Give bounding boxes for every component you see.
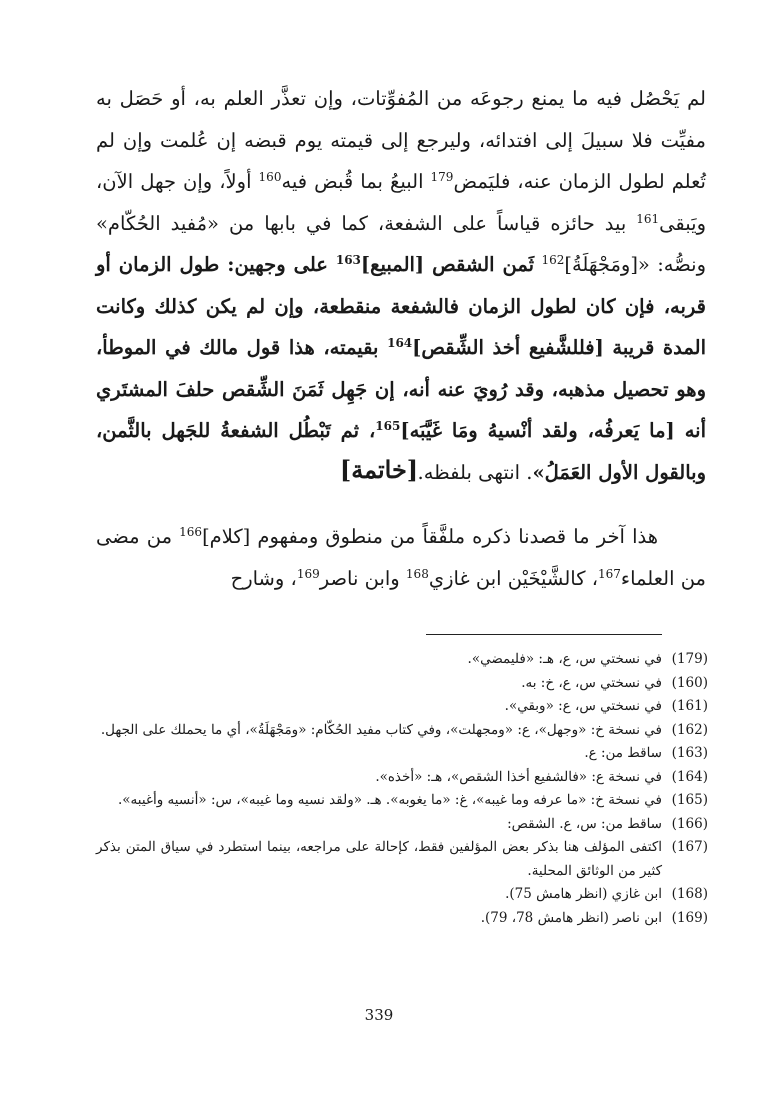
footnote-ref[interactable]: 169	[296, 567, 320, 581]
footnote-ref[interactable]: 179	[430, 170, 454, 184]
footnote	[96, 766, 708, 790]
text-run: البيعُ بما قُبض فيه	[281, 170, 431, 193]
text-run: لم يَحْصُل فيه ما يمنع رجوعَه من المُفوِّتات، وإن تعذَّر العلم به، أو حَصَل به مفيِّت فلا سبيلَ إلى افتدائه، وليرجع إلى قيمته يوم قبضه إن عُلمت وإن لم تُعلم لطول الزمان عنه، فليَمض	[96, 87, 706, 193]
footnote-divider	[426, 634, 662, 635]
footnote	[96, 836, 708, 883]
bold-quote	[96, 253, 706, 484]
text-run: بيد حائزه قياساً على الشفعة، كما في بابها من «مُفيد الحُكّام» ونصُّه: «[ومَجْهَلَةُ]	[96, 211, 706, 276]
footnote-text: في نسخة ع: «فالشفيع أخذا الشقص»، هـ: «أخذه».	[375, 768, 662, 785]
text-run: هذا آخر ما قصدنا ذكره ملفَّقاً من منطوق ومفهوم [كلام]	[202, 525, 658, 548]
section-heading: [خاتمة]	[339, 455, 419, 484]
footnote	[96, 719, 708, 743]
footnote-ref[interactable]: 166	[179, 525, 203, 539]
text-run: على وجهين: طول الزمان أو قربه، فإن كان لطول الزمان فالشفعة منقطعة، وإن لم يكن كذلك وكانت المدة قريبة [فللشَّفيع أخذ الشِّقص]	[96, 253, 706, 359]
text-run: ثَمن الشقص [المبيع]	[360, 253, 535, 276]
footnote-number: (164)	[671, 768, 708, 785]
footnote	[96, 813, 708, 837]
footnote-ref[interactable]: 164	[387, 336, 413, 350]
footnote-text: ساقط من: ع.	[584, 745, 662, 761]
footnote-number: (166)	[671, 815, 708, 832]
page-number: 339	[364, 1006, 394, 1024]
footnote-text: في نسخة خ: «ما عرفه وما غيبه»، غ: «ما يغوبه». هـ. «ولقد نسيه وما غيبه»، س: «أنسيه وأغيبه».	[117, 792, 662, 808]
text-run: أولاً، وإن جهل الآن، ويَبقى	[96, 170, 706, 235]
footnote-ref[interactable]: 161	[636, 211, 660, 226]
footnote-text: في نسخة خ: «وجهل»، ع: «ومجهلت»، وفي كتاب مفيد الحُكّام: «ومَجْهَلَةُ»، أي ما يحملك على الجهل.	[100, 721, 662, 738]
footnote	[96, 672, 708, 696]
footnote-ref[interactable]: 163	[335, 253, 361, 267]
footnote	[96, 789, 708, 813]
closing-paragraph	[96, 516, 706, 600]
footnote-text: ساقط من: س، ع. الشقص:	[507, 815, 662, 832]
footnote-number: (167)	[671, 839, 708, 855]
footnote	[96, 695, 708, 719]
text-run: من مضى من العلماء	[96, 525, 706, 590]
footnote-number: (160)	[671, 674, 708, 691]
footnote-number: (162)	[671, 721, 708, 738]
text-run: ، كالشَّيْخَيْن ابن غازي	[428, 567, 598, 590]
main-text	[96, 78, 706, 493]
main-paragraph	[96, 78, 706, 493]
footnote-ref[interactable]: 168	[405, 567, 429, 581]
footnote-number: (168)	[671, 886, 708, 902]
footnote	[96, 883, 708, 907]
text-run: ، ثم تَبْطُل الشفعةُ للجَهل بالثَّمن، وبالقول الأول العَمَلُ»	[96, 419, 706, 484]
footnote-number: (161)	[671, 698, 708, 714]
footnote-ref[interactable]: 167	[598, 567, 621, 581]
footnote-ref[interactable]: 162	[541, 253, 565, 267]
footnote	[96, 907, 708, 931]
footnote	[96, 742, 708, 766]
footnote-number: (179)	[671, 651, 708, 667]
footnote	[96, 648, 708, 672]
text-run: بقيمته، هذا قول مالك في الموطأ، وهو تحصيل مذهبه، وقد رُويَ عنه أنه، إن جَهِل ثَمَنَ الشِّقص حلفَ المشتَري أنه [ما يَعرفُه، ولقد أنْسيهُ ومَا غَيَّبَه]	[96, 336, 707, 442]
footnote-ref[interactable]: 165	[375, 419, 401, 433]
text-run: . انتهى بلفظه.	[417, 460, 533, 484]
text-run: ، وشارح	[230, 567, 297, 590]
footnote-text: في نسختي س، ع: «وبقي».	[504, 698, 662, 714]
footnote-ref[interactable]: 160	[258, 170, 282, 184]
footnote-number: (169)	[671, 909, 708, 926]
footnote-text: في نسختي س، ع، هـ: «فليمضي».	[467, 651, 662, 667]
footnotes-list	[96, 648, 708, 930]
footnote-text: ابن ناصر (انظر هامش 78، 79).	[480, 909, 662, 926]
footnote-text: ابن غازي (انظر هامش 75).	[505, 886, 662, 902]
closing-text	[96, 516, 706, 600]
footnote-text: في نسختي س، ع، خ: به.	[521, 674, 662, 691]
footnote-text: اكتفى المؤلف هنا بذكر بعض المؤلفين فقط، كإحالة على مراجعه، بينما استطرد في سياق المتن بذكر كثير من الوثائق المحلية.	[96, 839, 662, 879]
text-run: وابن ناصر	[319, 567, 406, 590]
footnote-number: (163)	[671, 745, 708, 761]
footnote-number: (165)	[671, 792, 708, 808]
